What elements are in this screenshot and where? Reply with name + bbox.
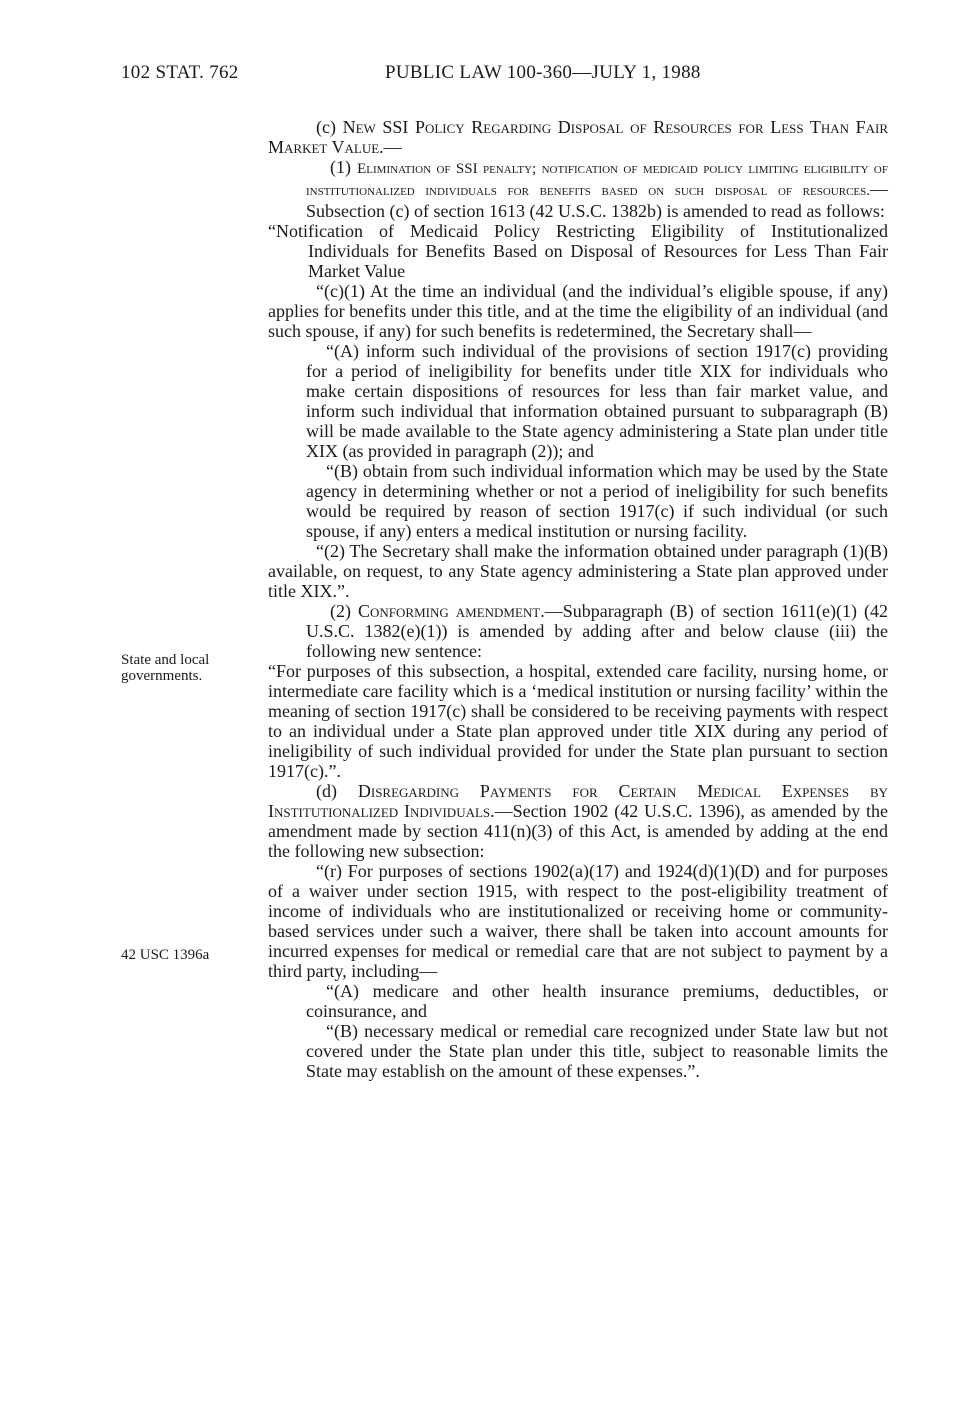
paragraph-c-1-quoted: “(c)(1) At the time an individual (and the individual’s eligible spouse, if any) applies for benefits under this title, and at the time the eligibility of an individual (and such spouse, if any) for such benefits is redetermined, the Secretary shall— [268,281,888,341]
item-a: “(A) inform such individual of the provisions of section 1917(c) providing for a period of ineligibility for benefits under title XIX for individuals who make certain dispositions of resources for less than fair market value, and inform such individual that information obtained pursuant to subparagraph (B) will be made available to the State agency administering a State plan under title XIX (as provided in paragraph (2)); and [306,341,888,461]
subsection-d-text: —Section 1902 (42 U.S.C. 1396), as amended by the amendment made by section 411(n)(3) of this Act, is amended by adding at the end the following new subsection: [268,801,888,861]
notification-heading: “Notification of Medicaid Policy Restricting Eligibility of Institutionalized Individuals for Benefits Based on Disposal of Resources for Less Than Fair Market Value [268,221,888,281]
stat-page-number: 102 STAT. 762 [121,62,239,83]
paragraph-c1-label: (1) [330,157,351,177]
paragraph-c1-block [268,157,888,221]
subsection-r: “(r) For purposes of sections 1902(a)(17) and 1924(d)(1)(D) and for purposes of a waiver under section 1915, with respect to the post-eligibility treatment of income of individuals who are institutionalized or receiving home or community-based services under such a waiver, there shall be taken into account amounts for incurred expenses for medical or remedial care that are not subject to payment by a third party, including— [268,861,888,981]
paragraph-c2-block [268,601,888,661]
main-text-column [268,117,888,1081]
subsection-c-title: New SSI Policy Regarding Disposal of Resources for Less Than Fair Market Value.— [268,117,888,157]
margin-note-line-2: governments. [121,668,203,684]
paragraph-c1 [306,157,888,221]
subsection-d-title: Disregarding Payments for Certain Medical Expenses by Institutionalized Individuals. [268,781,889,821]
margin-note-state-local [121,652,209,684]
paragraph-2-quoted: “(2) The Secretary shall make the information obtained under paragraph (1)(B) available, on request, to any State agency administering a State plan approved under title XIX.”. [268,541,888,601]
subsection-c-heading [268,117,888,157]
paragraph-c1-title: Elimination of SSI penalty; notification of medicaid policy limiting eligibility of institutionalized individuals for benefits based on such disposal of resources. [306,161,888,199]
subsection-d-label: (d) [316,781,337,801]
subsection-d [268,781,888,861]
paragraph-c2-label: (2) [330,601,351,621]
margin-note-usc: 42 USC 1396a [121,947,210,963]
paragraph-c2-text: —Subparagraph (B) of section 1611(e)(1) (42 U.S.C. 1382(e)(1)) is amended by adding after and below clause (iii) the following new sentence: [306,601,889,661]
subsection-c-label: (c) [316,117,336,137]
paragraph-c2-title: Conforming amendment. [358,601,545,621]
item-b: “(B) obtain from such individual information which may be used by the State agency in determining whether or not a period of ineligibility for such benefits would be required by reason of section 1917(c) if such individual (or such spouse, if any) enters a medical institution or nursing facility. [306,461,888,541]
running-header: PUBLIC LAW 100-360—JULY 1, 1988 [385,62,701,83]
purposes-sentence: “For purposes of this subsection, a hospital, extended care facility, nursing home, or intermediate care facility which is a ‘medical institution or nursing facility’ within the meaning of section 1917(c) shall be considered to be receiving payments with respect to an individual under a State plan approved under title XIX during any period of ineligibility of such individual provided for under the State plan pursuant to section 1917(c).”. [268,661,888,781]
paragraph-c1-text: —Subsection (c) of section 1613 (42 U.S.C. 1382b) is amended to read as follows: [306,179,888,221]
margin-note-line-1: State and local [121,652,210,668]
item-r-b: “(B) necessary medical or remedial care recognized under State law but not covered under the State plan under this title, subject to reasonable limits the State may establish on the amount of these expenses.”. [306,1021,888,1081]
item-r-a: “(A) medicare and other health insurance premiums, deductibles, or coinsurance, and [306,981,888,1021]
paragraph-c2 [306,601,888,661]
